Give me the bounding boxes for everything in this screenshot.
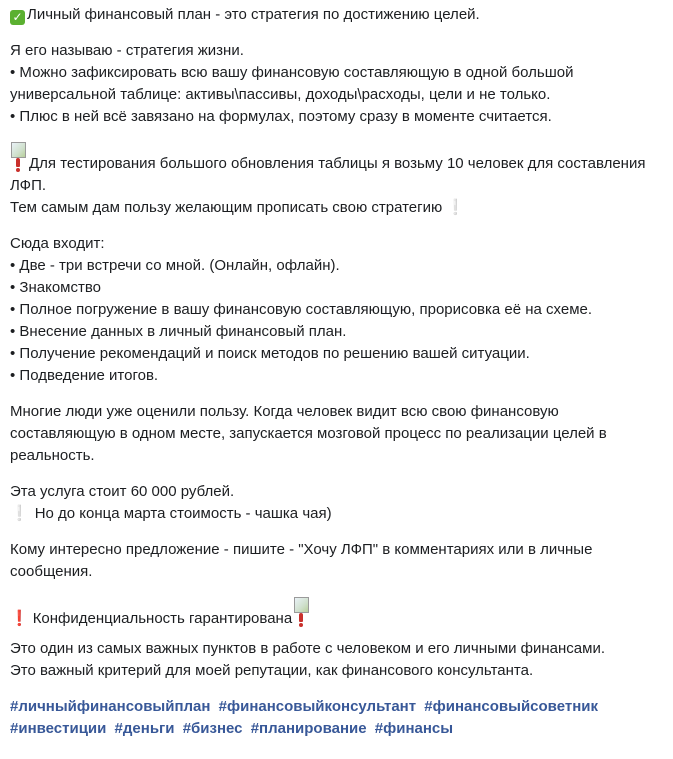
intro-text: Личный финансовый план - это стратегия по достижению целей.	[27, 6, 480, 23]
paragraph-testing-line2: Тем самым дам пользу желающим прописать свою стратегию	[10, 199, 443, 216]
paragraph-strategy-line2: • Можно зафиксировать всю вашу финансовую составляющую в одной большой универсальной таблице: активы\пассивы, доходы\расходы, цели и не только.	[10, 64, 578, 103]
paragraph-testing-line2-wrap	[10, 197, 663, 219]
paragraph-cta: Кому интересно предложение - пишите - "Хочу ЛФП" в комментариях или в личные сообщения.	[10, 541, 593, 580]
paragraph-testing	[10, 142, 663, 219]
importance-line2: Это важный критерий для моей репутации, как финансового консультанта.	[10, 662, 534, 679]
list-item: • Внесение данных в личный финансовый план.	[10, 323, 347, 340]
list-item: • Получение рекомендаций и поиск методов по решению вашей ситуации.	[10, 345, 530, 362]
hashtag-link[interactable]: #финансы	[374, 720, 454, 737]
broken-image-exclamation-icon	[10, 142, 28, 172]
intro-paragraph	[10, 4, 663, 26]
list-item: • Знакомство	[10, 279, 102, 296]
paragraph-importance	[10, 638, 663, 682]
confidential-text: Конфиденциальность гарантирована	[32, 610, 293, 627]
price-line2: Но до конца марта стоимость - чашка чая)	[34, 505, 332, 522]
hashtag-link[interactable]: #деньги	[114, 720, 175, 737]
hashtags	[10, 696, 663, 740]
paragraph-strategy	[10, 40, 663, 128]
list-item: • Подведение итогов.	[10, 367, 159, 384]
price-line1: Эта услуга стоит 60 000 рублей.	[10, 483, 235, 500]
grey-exclamation-icon: ❕	[10, 505, 29, 522]
services-heading: Сюда входит:	[10, 235, 105, 252]
paragraph-benefit: Многие люди уже оценили пользу. Когда человек видит всю свою финансовую составляющую в одном месте, запускается мозговой процесс по реализации целей в реальность.	[10, 403, 607, 464]
paragraph-testing-line1: Для тестирования большого обновления таблицы я возьму 10 человек для составления ЛФП.	[10, 155, 646, 194]
list-item: • Полное погружение в вашу финансовую составляющую, прорисовка её на схеме.	[10, 301, 593, 318]
check-mark-icon: ✓	[10, 10, 25, 25]
importance-line1: Это один из самых важных пунктов в работе с человеком и его личными финансами.	[10, 640, 606, 657]
grey-exclamation-icon: ❕	[446, 199, 465, 216]
hashtag-link[interactable]: #бизнес	[182, 720, 243, 737]
services-list	[10, 233, 663, 387]
hashtag-link[interactable]: #личныйфинансовыйплан	[10, 698, 211, 715]
hashtag-link[interactable]: #финансовыйсоветник	[424, 698, 598, 715]
hashtag-link[interactable]: #планирование	[250, 720, 367, 737]
price-line2-wrap	[10, 503, 663, 525]
paragraph-strategy-line3: • Плюс в ней всё завязано на формулах, поэтому сразу в моменте считается.	[10, 108, 552, 125]
paragraph-price	[10, 481, 663, 525]
broken-image-exclamation-icon	[293, 597, 311, 627]
red-exclamation-icon: ❗	[10, 610, 29, 627]
hashtag-link[interactable]: #финансовыйконсультант	[218, 698, 417, 715]
paragraph-confidential	[10, 597, 663, 630]
list-item: • Две - три встречи со мной. (Онлайн, офлайн).	[10, 257, 340, 274]
paragraph-strategy-line1: Я его называю - стратегия жизни.	[10, 42, 244, 59]
hashtag-link[interactable]: #инвестиции	[10, 720, 107, 737]
